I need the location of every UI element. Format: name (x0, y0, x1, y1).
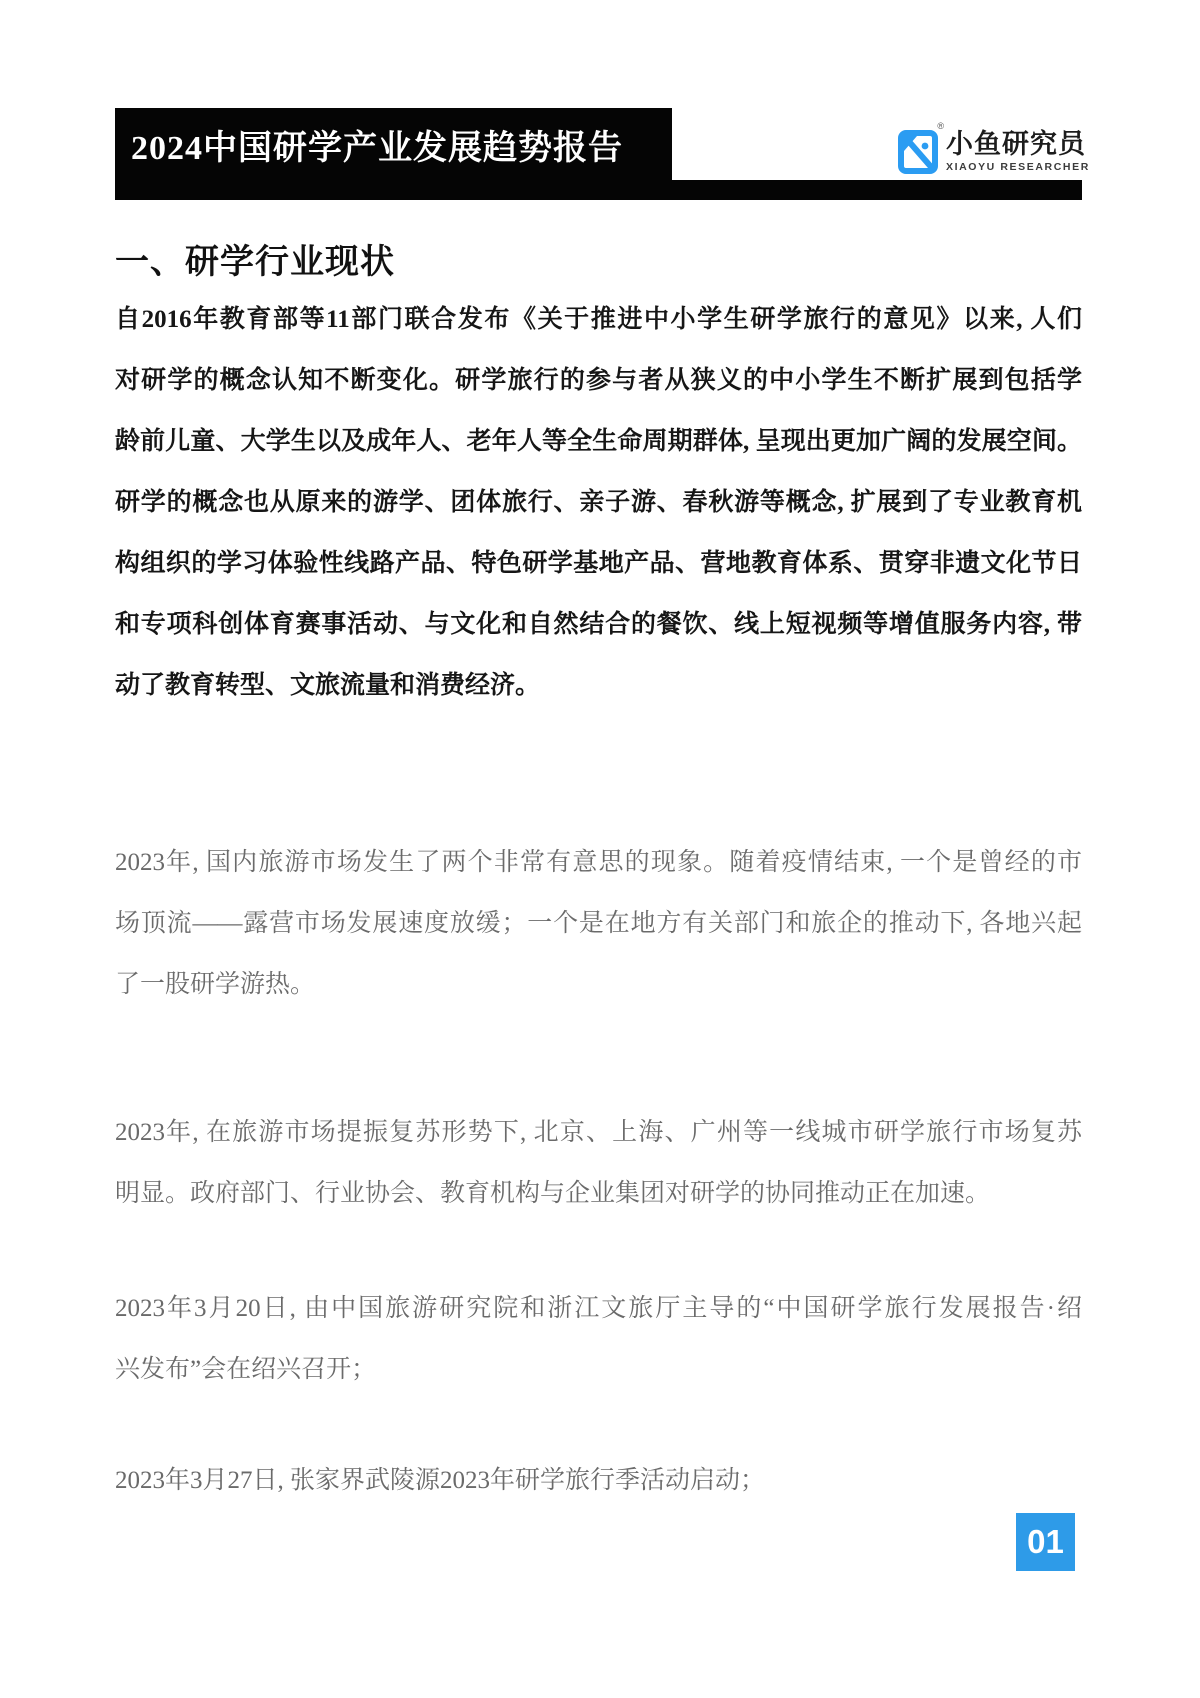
report-title: 2024中国研学产业发展趋势报告 (131, 129, 623, 167)
paragraph-line: 龄前儿童、大学生以及成年人、老年人等全生命周期群体, 呈现出更加广阔的发展空间。 (115, 428, 1082, 455)
paragraph (115, 832, 1082, 1015)
paragraph-line: 动了教育转型、文旅流量和消费经济。 (115, 672, 541, 699)
paragraph-line: 和专项科创体育赛事活动、与文化和自然结合的餐饮、线上短视频等增值服务内容, 带 (115, 611, 1082, 638)
paragraph-line: 2023年3月20日, 由中国旅游研究院和浙江文旅厅主导的“中国研学旅行发展报告·绍 (115, 1295, 1082, 1322)
paragraph-line: 2023年, 在旅游市场提振复苏形势下, 北京、上海、广州等一线城市研学旅行市场复苏 (115, 1119, 1082, 1146)
paragraph (115, 289, 1082, 716)
brand-name-en: XIAOYU RESEARCHER (946, 160, 1090, 173)
paragraph-line: 2023年3月27日, 张家界武陵源2023年研学旅行季活动启动； (115, 1467, 766, 1494)
paragraph-line: 明显。政府部门、行业协会、教育机构与企业集团对研学的协同推动正在加速。 (115, 1180, 991, 1207)
paragraph-line: 构组织的学习体验性线路产品、特色研学基地产品、营地教育体系、贯穿非遗文化节日 (115, 550, 1082, 577)
brand-name-cn: 小鱼研究员 (946, 128, 1086, 159)
page-number: 01 (1027, 1523, 1064, 1560)
paragraph-line: 对研学的概念认知不断变化。研学旅行的参与者从狭义的中小学生不断扩展到包括学 (115, 367, 1082, 394)
page-number-badge (1016, 1513, 1075, 1571)
paragraph-line: 兴发布”会在绍兴召开； (115, 1356, 377, 1383)
paragraph (115, 1102, 1082, 1224)
body-paragraphs (115, 0, 1082, 1698)
paragraph-line: 场顶流——露营市场发展速度放缓；一个是在地方有关部门和旅企的推动下, 各地兴起 (115, 910, 1082, 937)
paragraph-line: 自2016年教育部等11部门联合发布《关于推进中小学生研学旅行的意见》以来, 人们 (115, 306, 1082, 333)
paragraph-line: 了一股研学游热。 (115, 971, 316, 998)
registered-mark-icon: ® (937, 121, 944, 131)
paragraph (115, 1450, 1082, 1511)
section-heading: 一、研学行业现状 (115, 244, 395, 281)
paragraph-line: 2023年, 国内旅游市场发生了两个非常有意思的现象。随着疫情结束, 一个是曾经的市 (115, 849, 1082, 876)
paragraph (115, 1278, 1082, 1400)
paragraph-line: 研学的概念也从原来的游学、团体旅行、亲子游、春秋游等概念, 扩展到了专业教育机 (115, 489, 1082, 516)
